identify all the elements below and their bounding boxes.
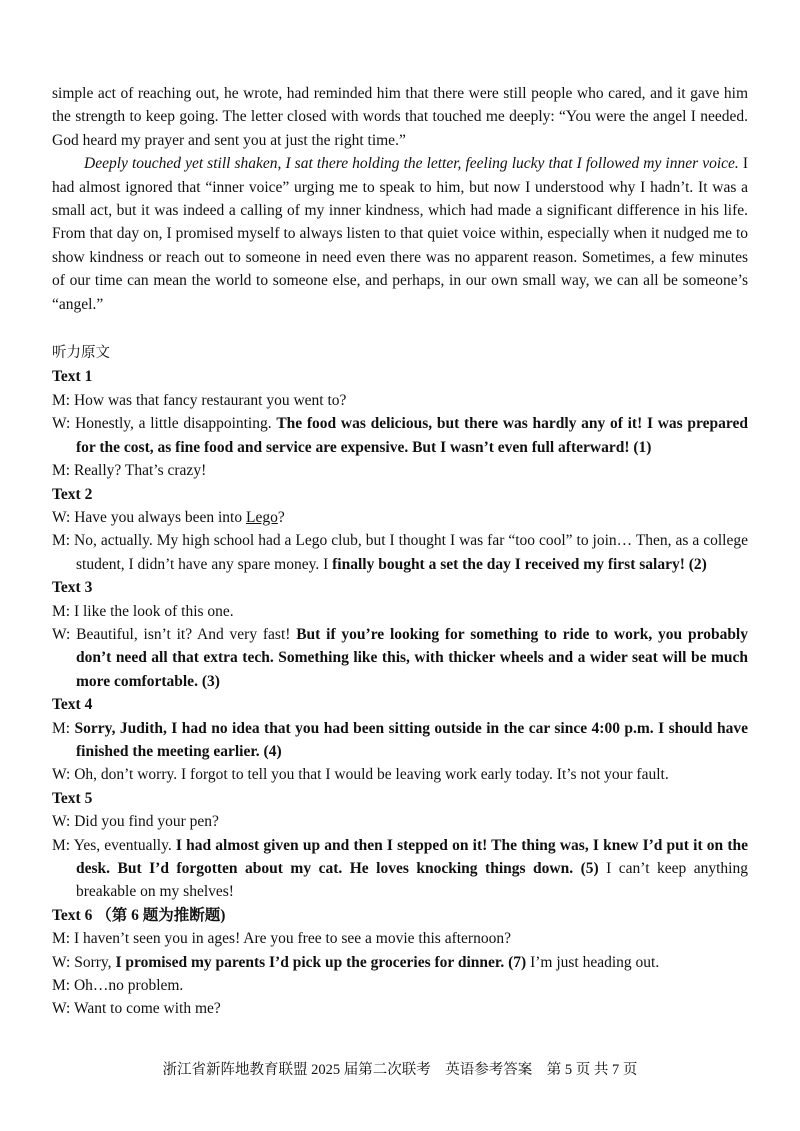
text1-line-2: [52, 412, 748, 459]
text6-line-1: M: I haven’t seen you in ages! Are you free to see a movie this afternoon?: [52, 930, 511, 948]
text6-answer-7: I promised my parents I’d pick up the groceries for dinner. (7): [115, 953, 527, 971]
text2-heading: Text 2: [52, 485, 93, 503]
text1-heading: Text 1: [52, 368, 93, 386]
text2-line-2: [52, 529, 748, 576]
text4-line-2: W: Oh, don’t worry. I forgot to tell you that I would be leaving work early today. It’s not your fault.: [52, 766, 669, 784]
text5-line-2-plain: M: Yes, eventually.: [52, 836, 176, 854]
passage-italic-sentence: Deeply touched yet still shaken, I sat there holding the letter, feeling lucky that I followed my inner voice.: [84, 155, 739, 173]
text4-heading: Text 4: [52, 696, 93, 714]
page-footer: 浙江省新阵地教育联盟 2025 届第二次联考 英语参考答案 第 5 页 共 7 页: [162, 1062, 638, 1078]
text2-line-2-plain: M: No, actually. My high school had a Lego club, but I thought I was far “too cool” to join… Then, as a college student, I didn’t have any spare money. I: [52, 532, 748, 573]
text2-answer-2: finally bought a set the day I received my first salary! (2): [332, 555, 707, 573]
text3-answer-3: But if you’re looking for something to ride to work, you probably don’t need all that extra tech. Something like this, with thicker wheels and a wider seat will be much more comfortable. (3): [76, 625, 748, 690]
text5-line-2-end: I can’t keep anything breakable on my shelves!: [76, 860, 748, 901]
text1-line-3: M: Really? That’s crazy!: [52, 462, 207, 480]
listening-title: 听力原文: [52, 345, 110, 362]
passage-paragraph-1: simple act of reaching out, he wrote, had reminded him that there were still people who cared, and it gave him the strength to keep going. The letter closed with words that touched me deeply: “You were the angel I needed. God heard my prayer and sent you at just the right time.”: [52, 85, 748, 149]
text5-answer-5: I had almost given up and then I stepped on it! The thing was, I knew I’d put it on the desk. But I’d forgotten about my cat. He loves knocking things down. (5): [76, 836, 748, 877]
text5-line-2: [52, 834, 748, 904]
text3-line-2-plain: W: Beautiful, isn’t it? And very fast!: [52, 625, 297, 643]
text2-line-1: [52, 506, 748, 529]
text2-line-1-plain: W: Have you always been into: [52, 508, 246, 526]
text2-lego-underlined: Lego: [245, 508, 278, 526]
text6-line-4: W: Want to come with me?: [52, 1000, 221, 1018]
text6-line-2-end: I’m just heading out.: [526, 953, 660, 971]
text3-line-2: [52, 623, 748, 693]
passage-paragraph-2: [52, 152, 748, 316]
listening-transcript: [52, 342, 748, 1021]
text2-line-1-end: ?: [277, 508, 285, 526]
text6-line-2: [52, 951, 748, 974]
passage-paragraph-2-text: I had almost ignored that “inner voice” urging me to speak to him, but now I understood why I hadn’t. It was a small act, but it was indeed a calling of my inner kindness, which had made a significant difference in his life. From that day on, I promised myself to always listen to that quiet voice within, especially when it nudged me to show kindness or reach out to someone in need even there was no apparent reason. Sometimes, a few minutes of our time can mean the world to someone else, and perhaps, in our own small way, we can all be someone’s “angel.”: [52, 155, 748, 313]
document-page: [52, 82, 748, 1021]
text5-heading: Text 5: [52, 789, 93, 807]
text6-heading: Text 6 （第 6 题为推断题): [52, 906, 226, 924]
text1-line-2-plain: W: Honestly, a little disappointing.: [52, 415, 277, 433]
text3-line-1: M: I like the look of this one.: [52, 602, 234, 620]
text1-answer-1: The food was delicious, but there was hardly any of it! I was prepared for the cost, as fine food and service are expensive. But I wasn’t even full afterward! (1): [76, 415, 748, 456]
text4-line-1: [52, 717, 748, 764]
text4-answer-4: Sorry, Judith, I had no idea that you had been sitting outside in the car since 4:00 p.m. I should have finished the meeting earlier. (4): [74, 719, 749, 760]
text5-line-1: W: Did you find your pen?: [52, 813, 219, 831]
text6-line-3: M: Oh…no problem.: [52, 977, 184, 995]
text3-heading: Text 3: [52, 579, 93, 597]
text4-line-1-plain: M:: [52, 719, 75, 737]
text6-line-2-plain: W: Sorry,: [52, 953, 116, 971]
text1-line-1: M: How was that fancy restaurant you went to?: [52, 391, 347, 409]
